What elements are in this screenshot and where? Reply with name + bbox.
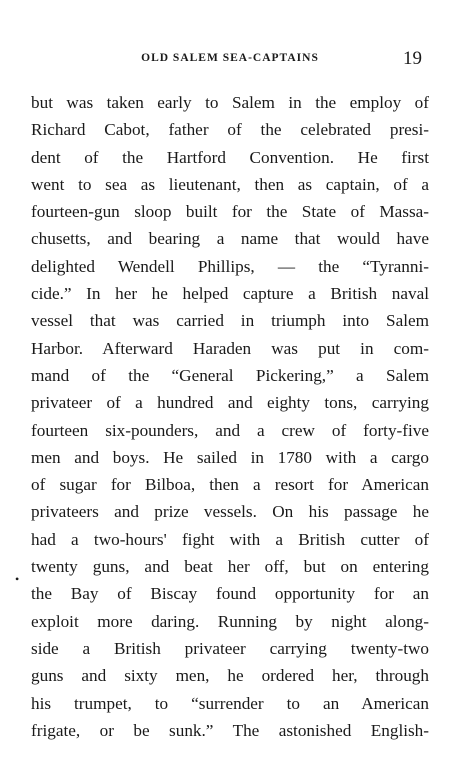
text-line: Harbor. Afterward Haraden was put in com- <box>31 338 429 358</box>
text-line: but was taken early to Salem in the employ of <box>31 93 429 112</box>
running-head: OLD SALEM SEA-CAPTAINS <box>141 52 319 64</box>
text-line: fourteen six-pounders, and a crew of forty-five <box>31 420 429 440</box>
text-line: frigate, or be sunk.” The astonished English- <box>31 720 429 740</box>
text-line: chusetts, and bearing a name that would have <box>31 229 429 249</box>
text-line: side a British privateer carrying twenty-two <box>31 638 429 658</box>
body-text <box>31 89 429 744</box>
text-line: exploit more daring. Running by night along- <box>31 611 429 631</box>
text-line: vessel that was carried in triumph into Salem <box>31 311 429 331</box>
text-line: privateer of a hundred and eighty tons, carrying <box>31 393 429 413</box>
text-line: guns and sixty men, he ordered her, through <box>31 666 429 686</box>
text-line: had a two-hours' fight with a British cutter of <box>31 529 429 549</box>
text-line: dent of the Hartford Convention. He first <box>31 147 429 167</box>
page-number: 19 <box>403 48 422 69</box>
text-line: privateers and prize vessels. On his passage he <box>31 502 429 522</box>
text-line: men and boys. He sailed in 1780 with a cargo <box>31 447 429 467</box>
text-line: fourteen-gun sloop built for the State of Massa- <box>31 202 429 222</box>
text-line: twenty guns, and beat her off, but on entering <box>31 557 429 577</box>
text-line: of sugar for Bilboa, then a resort for American <box>31 475 429 495</box>
text-line: his trumpet, to “surrender to an American <box>31 693 429 713</box>
text-line: the Bay of Biscay found opportunity for an <box>31 584 429 604</box>
text-line: mand of the “General Pickering,” a Salem <box>31 365 429 385</box>
text-line: delighted Wendell Phillips, — the “Tyranni- <box>31 256 429 276</box>
text-line: cide.” In her he helped capture a British naval <box>31 284 429 304</box>
text-line: went to sea as lieutenant, then as captain, of a <box>31 174 429 194</box>
text-line: Richard Cabot, father of the celebrated presi- <box>31 120 429 140</box>
margin-mark: • <box>15 572 20 586</box>
page-header <box>30 48 430 72</box>
